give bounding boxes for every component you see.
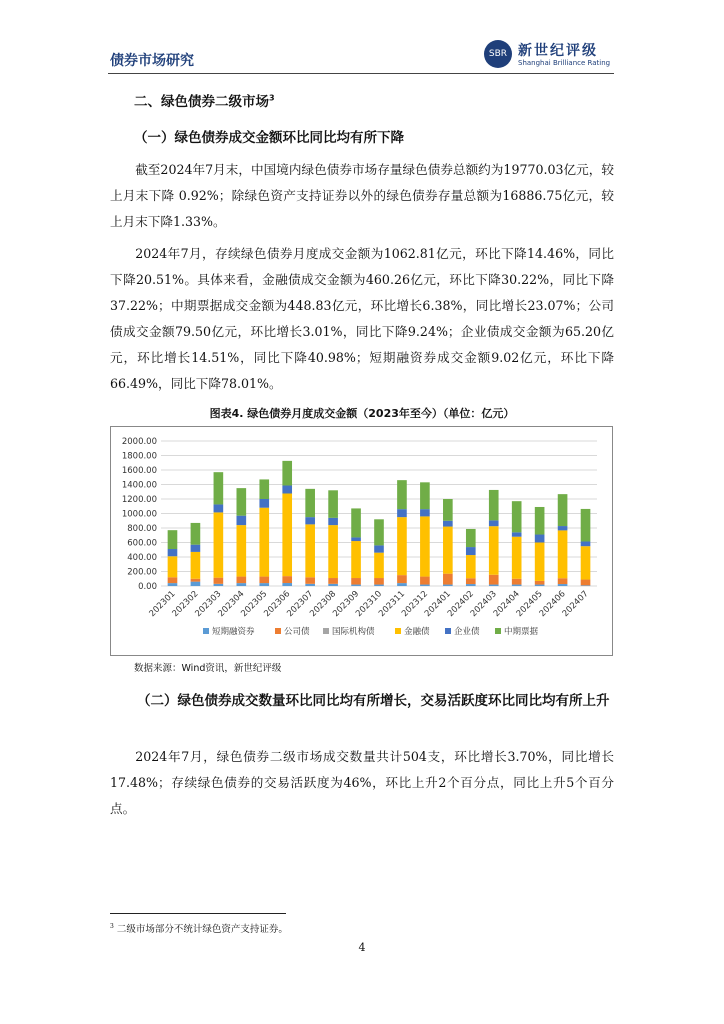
bar-segment <box>351 585 361 586</box>
bar-segment <box>558 526 568 530</box>
logo-english: Shanghai Brilliance Rating <box>518 59 611 67</box>
bar-segment <box>328 490 338 518</box>
bar-segment <box>168 530 178 549</box>
bar-segment <box>581 580 591 586</box>
brand-logo <box>484 38 614 72</box>
bar-segment <box>168 556 178 577</box>
footnote-divider <box>110 913 286 914</box>
section-heading-text: 二、绿色债券二级市场 <box>134 94 269 110</box>
bar-segment <box>282 486 292 494</box>
y-tick-label: 400.00 <box>127 553 157 563</box>
x-tick-label: 202405 <box>514 589 545 620</box>
section-heading <box>134 90 275 110</box>
bar-segment <box>374 519 384 545</box>
bar-segment <box>558 584 568 586</box>
legend-label: 金融债 <box>404 627 430 637</box>
x-tick-label: 202312 <box>399 589 431 620</box>
bar-segment <box>191 582 201 586</box>
bar-segment <box>397 583 407 586</box>
paragraph-2-text: 2024年7月，存续绿色债券月度成交金额为1062.81亿元，环比下降14.46%，同比下降20.51%。具体来看，金融债成交金额为460.26亿元，环比下降30.22%，同比下降37.22%；中期票据成交金额为448.83亿元，环比增长6.38%，同比增长23.07%；公司债成交金额79.50亿元，环比增长3.01%，同比下降9.24%；企业债成交金额为65.20亿元，环比增长14.51%，同比下降40.98%；短期融资券成交金额9.02亿元，环比下降66.49%，同比下降78.01%。 <box>110 246 614 391</box>
figure-source: 数据来源：Wind资讯，新世纪评级 <box>134 663 282 674</box>
bar-segment <box>259 479 269 499</box>
legend-label: 国际机构债 <box>332 627 375 637</box>
bar-segment <box>374 553 384 578</box>
x-tick-label: 202401 <box>422 589 453 620</box>
bar-segment <box>535 581 545 585</box>
bar-segment <box>420 577 430 585</box>
bar-segment <box>512 532 522 536</box>
bar-segment <box>236 583 246 586</box>
bar-segment <box>214 584 224 586</box>
bar-segment <box>328 584 338 586</box>
bar-segment <box>489 585 499 586</box>
bar-segment <box>466 578 476 584</box>
figure-title: 图表4. 绿色债券月度成交金额（2023年至今）（单位：亿元） <box>209 407 515 420</box>
bar-segment <box>191 552 201 579</box>
footnote-text: 二级市场部分不统计绿色资产支持证券。 <box>116 924 288 935</box>
x-tick-label: 202311 <box>377 589 408 620</box>
x-tick-label: 202304 <box>216 589 247 620</box>
bar-segment <box>305 517 315 524</box>
legend-label: 企业债 <box>454 627 480 637</box>
bar-segment <box>282 461 292 486</box>
logo-chinese: 新世纪评级 <box>518 43 598 59</box>
bar-segment <box>282 493 292 576</box>
bar-segment <box>466 584 476 586</box>
bar-segment <box>535 543 545 581</box>
bar-segment <box>305 489 315 517</box>
subsection-2-heading-text: （二）绿色债券成交数量环比同比均有所增长，交易活跃度环比同比均有所上升 <box>137 693 610 709</box>
bar-segment <box>466 555 476 578</box>
header-title: 债券市场研究 <box>110 53 194 69</box>
bar-segment <box>305 577 315 584</box>
bar-segment <box>581 541 591 546</box>
stacked-bar-chart <box>111 427 612 655</box>
paragraph-3-text: 2024年7月，绿色债券二级市场成交数量共计504支，环比增长3.70%，同比增长17.48%；存续绿色债券的交易活跃度为46%，环比上升2个百分点，同比上升5个百分点。 <box>110 749 614 816</box>
bar-segment <box>512 537 522 579</box>
y-tick-label: 600.00 <box>127 538 157 549</box>
bar-segment <box>489 526 499 575</box>
bar-segment <box>236 525 246 576</box>
bar-segment <box>581 546 591 579</box>
bar-segment <box>214 578 224 584</box>
bar-segment <box>535 585 545 586</box>
legend-label: 中期票据 <box>504 627 539 637</box>
header-divider <box>108 73 614 74</box>
bar-segment <box>191 579 201 582</box>
bar-segment <box>397 480 407 509</box>
x-tick-label: 202407 <box>560 589 591 620</box>
legend-swatch <box>445 628 451 634</box>
footnote <box>110 921 288 935</box>
bar-segment <box>397 575 407 583</box>
bar-segment <box>259 499 269 508</box>
bar-segment <box>535 507 545 535</box>
bar-segment <box>328 525 338 578</box>
x-tick-label: 202404 <box>491 589 522 620</box>
bar-segment <box>420 585 430 586</box>
bar-segment <box>168 577 178 583</box>
y-tick-label: 1600.00 <box>121 466 157 476</box>
bar-segment <box>420 482 430 509</box>
bar-segment <box>236 488 246 516</box>
subsection-2-heading <box>110 688 614 714</box>
footnote-ref: 3 <box>269 93 275 103</box>
bar-segment <box>466 529 476 547</box>
x-tick-label: 202402 <box>445 589 476 620</box>
bar-segment <box>558 530 568 578</box>
bar-segment <box>420 516 430 576</box>
bar-segment <box>443 499 453 521</box>
y-tick-label: 1000.00 <box>121 509 157 520</box>
page-number: 4 <box>358 941 366 954</box>
bar-segment <box>282 576 292 583</box>
x-tick-label: 202301 <box>147 589 178 620</box>
paragraph-1 <box>110 157 614 235</box>
bar-segment <box>466 547 476 555</box>
bar-segment <box>397 517 407 575</box>
bar-segment <box>305 524 315 577</box>
bar-segment <box>535 535 545 543</box>
bar-segment <box>328 578 338 584</box>
bar-segment <box>351 578 361 585</box>
bar-segment <box>558 578 568 584</box>
x-tick-label: 202406 <box>537 589 568 620</box>
y-tick-label: 800.00 <box>127 524 157 534</box>
bar-segment <box>489 520 499 526</box>
bar-segment <box>581 585 591 586</box>
y-tick-label: 200.00 <box>127 567 157 578</box>
x-tick-label: 202303 <box>193 589 224 620</box>
bar-segment <box>236 577 246 584</box>
x-tick-label: 202308 <box>308 589 339 620</box>
bar-segment <box>581 509 591 542</box>
bar-segment <box>443 521 453 527</box>
bar-segment <box>328 518 338 525</box>
legend-swatch <box>323 628 329 634</box>
bar-segment <box>259 583 269 586</box>
bar-segment <box>558 494 568 526</box>
bar-segment <box>374 545 384 552</box>
legend-label: 公司债 <box>284 627 310 637</box>
bar-segment <box>489 490 499 520</box>
bar-segment <box>236 516 246 525</box>
bar-segment <box>351 508 361 537</box>
paragraph-3 <box>110 744 614 822</box>
bar-segment <box>168 549 178 556</box>
logo-mark-icon: SBR <box>484 40 512 68</box>
bar-segment <box>489 575 499 585</box>
bar-segment <box>443 527 453 574</box>
bar-segment <box>191 545 201 552</box>
bar-segment <box>259 577 269 584</box>
legend-label: 短期融资券 <box>212 627 255 637</box>
bar-segment <box>214 472 224 504</box>
bar-segment <box>443 585 453 586</box>
y-tick-label: 1800.00 <box>121 451 157 462</box>
x-tick-label: 202302 <box>170 589 201 620</box>
x-tick-label: 202309 <box>331 589 362 620</box>
x-tick-label: 202306 <box>262 589 293 620</box>
chart-container <box>110 426 613 656</box>
x-tick-label: 202403 <box>468 589 499 620</box>
bar-segment <box>214 512 224 577</box>
y-tick-label: 0.00 <box>138 582 157 592</box>
bar-segment <box>259 508 269 577</box>
bar-segment <box>374 578 384 585</box>
bar-segment <box>420 509 430 516</box>
subsection-1-heading: （一）绿色债券成交金额环比同比均有所下降 <box>134 130 404 146</box>
x-tick-label: 202307 <box>285 589 316 620</box>
x-tick-label: 202305 <box>239 589 270 620</box>
y-tick-label: 1400.00 <box>121 480 157 491</box>
bar-segment <box>282 583 292 586</box>
bar-segment <box>374 585 384 586</box>
paragraph-1-text: 截至2024年7月末，中国境内绿色债券市场存量绿色债券总额约为19770.03亿元，较上月末下降 0.92%；除绿色资产支持证券以外的绿色债券存量总额为16886.75亿元，较上月末下降1.33%。 <box>110 162 614 229</box>
bar-segment <box>305 584 315 586</box>
bar-segment <box>168 583 178 586</box>
legend-swatch <box>395 628 401 634</box>
legend-swatch <box>275 628 281 634</box>
legend-swatch <box>203 628 209 634</box>
bar-segment <box>214 504 224 512</box>
x-tick-label: 202310 <box>354 589 385 620</box>
legend-swatch <box>495 628 501 634</box>
y-tick-label: 2000.00 <box>121 437 157 447</box>
bar-segment <box>512 579 522 585</box>
paragraph-2 <box>110 241 614 397</box>
footnote-mark: 3 <box>110 922 114 930</box>
bar-segment <box>512 501 522 532</box>
bar-segment <box>351 541 361 578</box>
bar-segment <box>443 574 453 585</box>
bar-segment <box>512 585 522 586</box>
bar-segment <box>191 523 201 545</box>
bar-segment <box>397 509 407 517</box>
bar-segment <box>351 537 361 541</box>
y-tick-label: 1200.00 <box>121 495 157 505</box>
